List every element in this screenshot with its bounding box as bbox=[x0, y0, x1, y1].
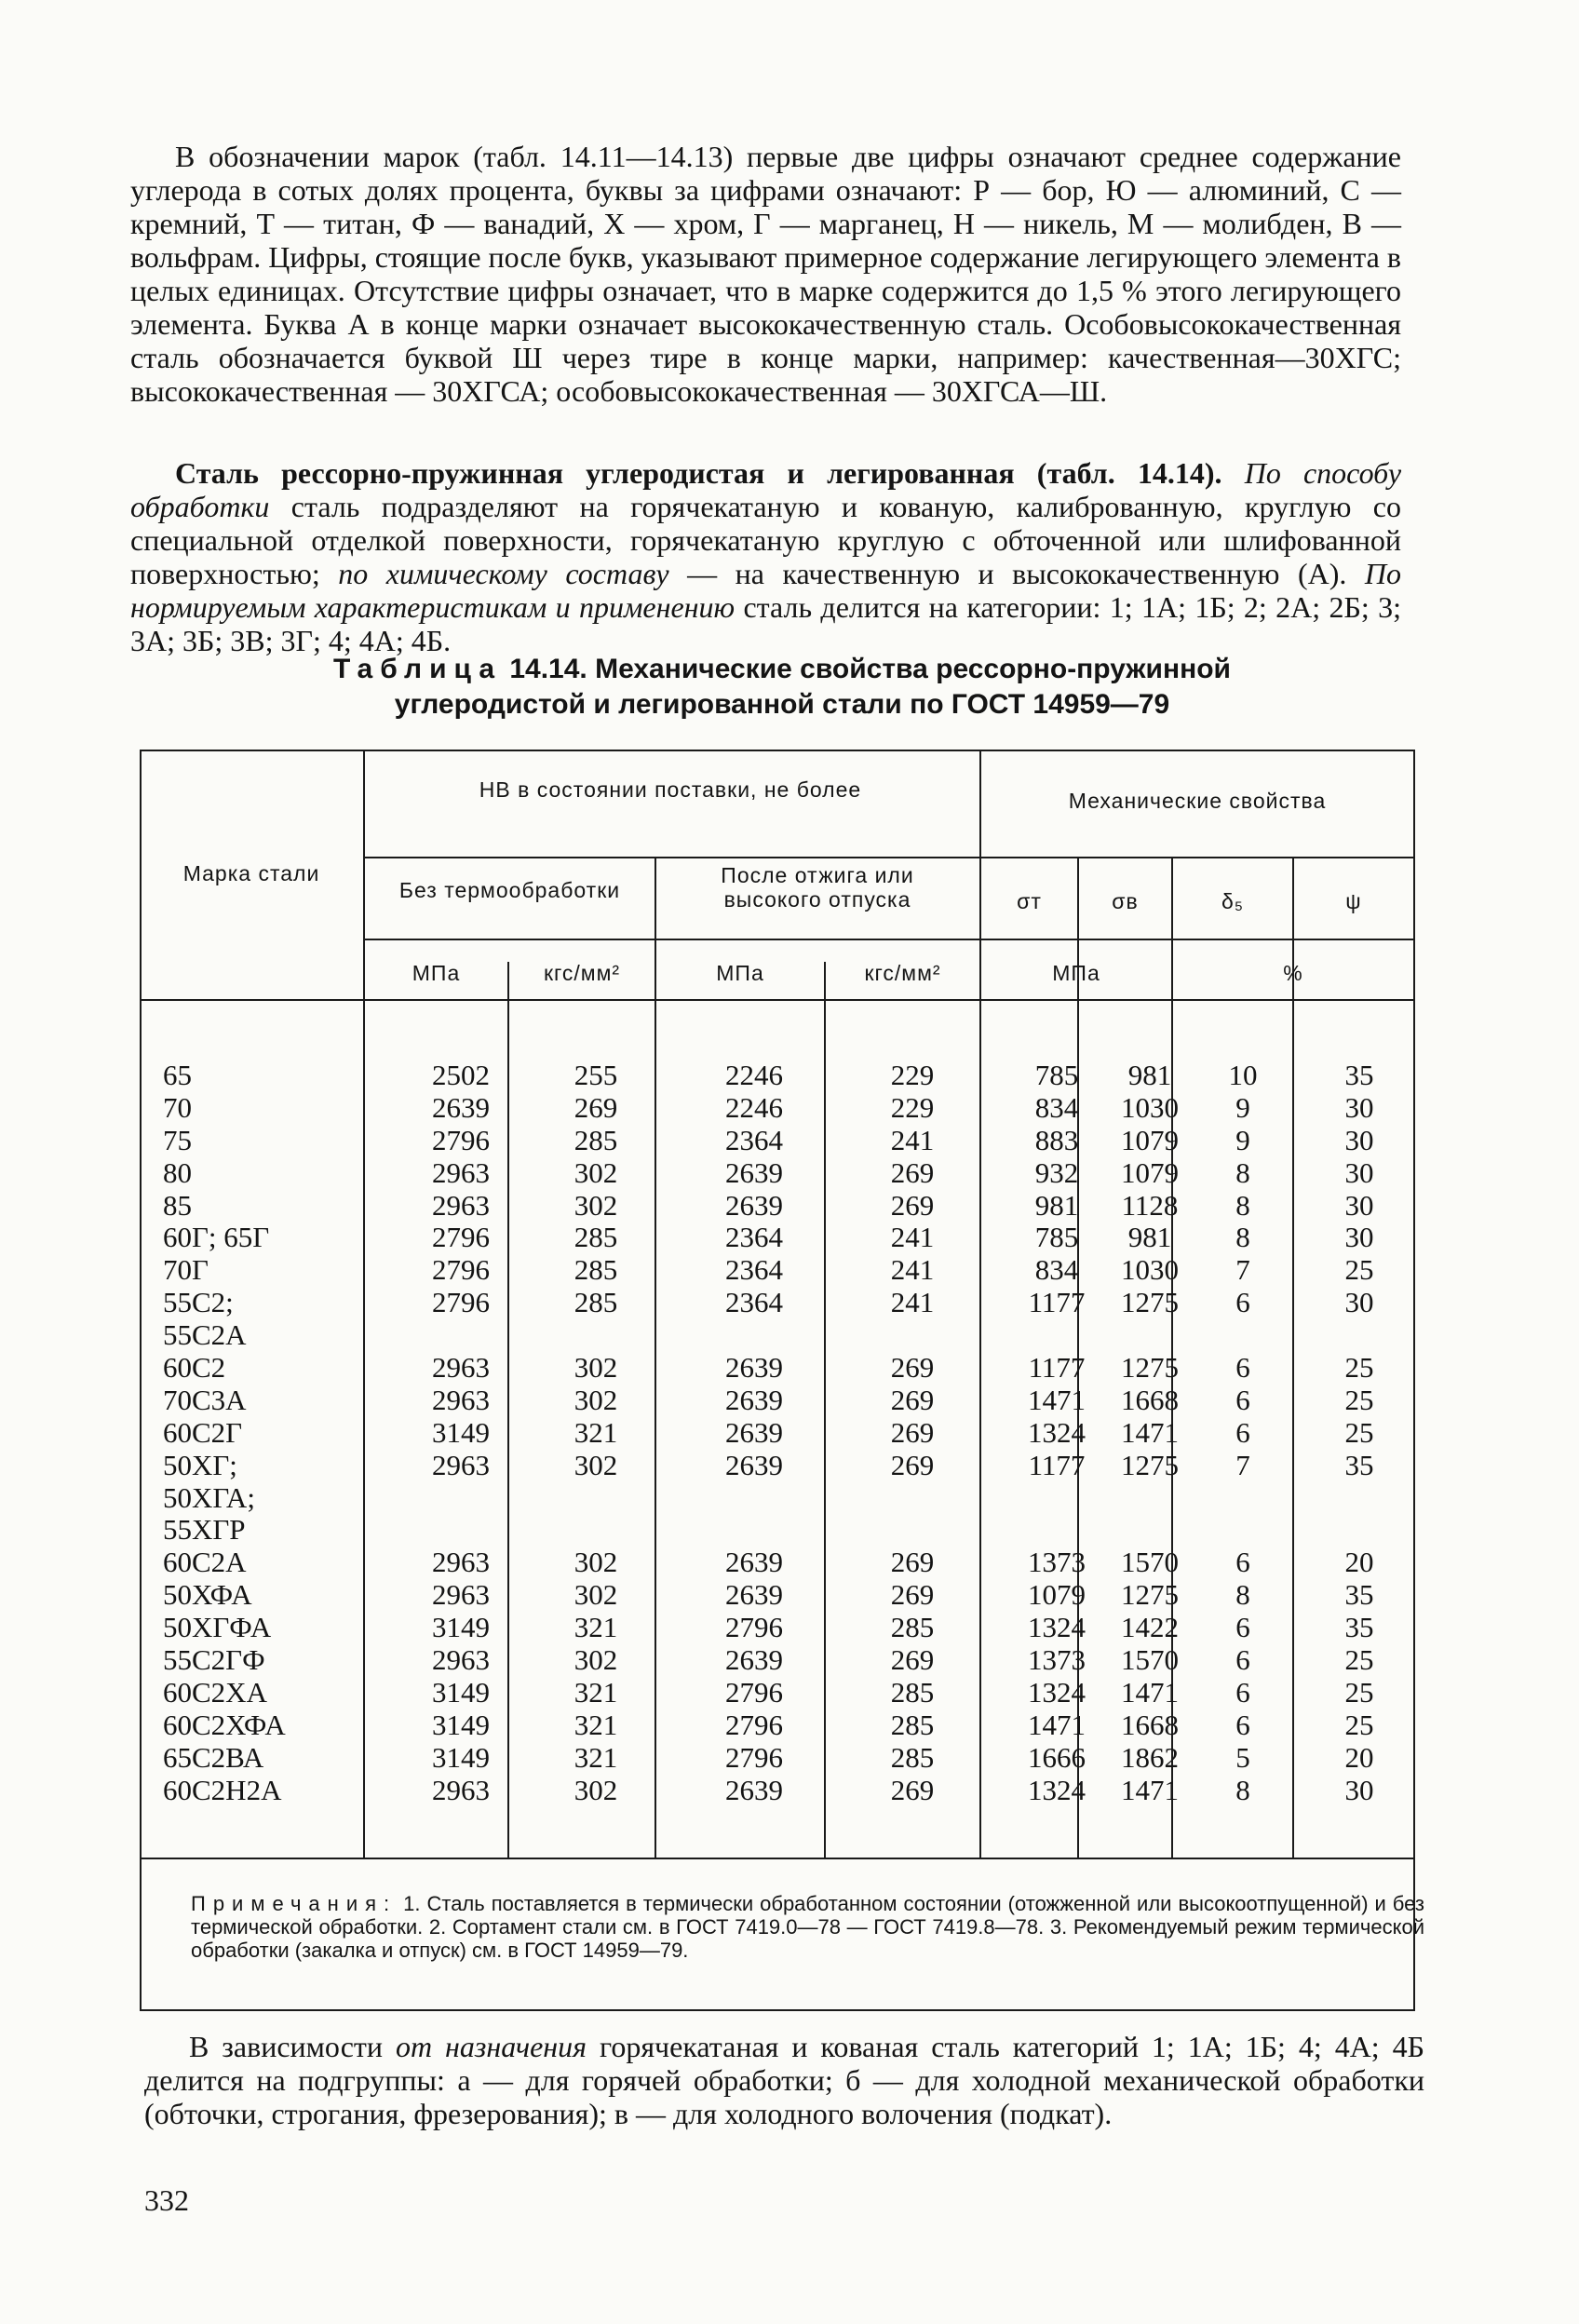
table-cell: 50ХГА; bbox=[163, 1480, 255, 1514]
table-cell: 1668 bbox=[1121, 1708, 1179, 1741]
table-cell: 255 bbox=[574, 1059, 618, 1091]
table-cell: 50ХФА bbox=[163, 1578, 252, 1612]
table-cell: 2639 bbox=[725, 1155, 783, 1189]
table-cell: 2796 bbox=[725, 1611, 783, 1644]
table-cell: 55С2ГФ bbox=[163, 1643, 265, 1677]
table-cell: 6 bbox=[1235, 1351, 1250, 1385]
annealed-mpa-column bbox=[694, 1060, 815, 1806]
table-cell: 30 bbox=[1344, 1090, 1374, 1124]
delta-column bbox=[1201, 1060, 1285, 1806]
table-cell: 785 bbox=[1034, 1059, 1079, 1091]
table-cell: 834 bbox=[1034, 1090, 1079, 1124]
table-cell: 229 bbox=[890, 1090, 935, 1124]
table-cell: 321 bbox=[574, 1611, 618, 1644]
table-cell bbox=[1317, 1319, 1401, 1352]
table-cell: 883 bbox=[1034, 1123, 1079, 1156]
table-cell: 285 bbox=[890, 1708, 935, 1741]
table-cell: 2796 bbox=[725, 1708, 783, 1741]
table-cell: 25 bbox=[1344, 1708, 1374, 1741]
table-cell: 20 bbox=[1344, 1740, 1374, 1774]
table-cell: 2639 bbox=[725, 1448, 783, 1481]
unit-kgs: кгс/мм² bbox=[864, 961, 941, 985]
table-cell bbox=[1099, 1319, 1201, 1352]
table-cell: 10 bbox=[1228, 1059, 1258, 1091]
table-cell: 55С2А bbox=[163, 1318, 247, 1352]
table-cell: 2963 bbox=[432, 1351, 490, 1385]
table-cell: 241 bbox=[890, 1123, 935, 1156]
table-cell: 269 bbox=[890, 1578, 935, 1612]
psi-column bbox=[1317, 1060, 1401, 1806]
table-cell: 1079 bbox=[1121, 1155, 1179, 1189]
table-cell: 1177 bbox=[1028, 1448, 1086, 1481]
table-cell: 302 bbox=[574, 1578, 618, 1612]
col-rule bbox=[824, 962, 826, 1858]
table-cell: 35 bbox=[1344, 1448, 1374, 1481]
table-cell: 2963 bbox=[432, 1448, 490, 1481]
table-cell: 2963 bbox=[432, 1383, 490, 1416]
table-cell: 6 bbox=[1235, 1546, 1250, 1579]
table-cell: 2639 bbox=[725, 1643, 783, 1677]
table-cell: 2639 bbox=[725, 1415, 783, 1449]
intro-paragraph: В обозначении марок (табл. 14.11—14.13) первые две цифры означают среднее содержание углерода в сотых долях процента, буквы за цифрами означают: Р — бор, Ю — алюминий, С — кремний, Т — титан, Ф — ванадий, Х — хром, Г — марганец, Н — никель, М — молибден, В — вольфрам. Цифры, стоящие после букв, указывают примерное содержание легирующего элемента в целых единицах. Отсутствие цифры означает, что в марке содержится до 1,5 % этого легирующего элемента. Буква А в конце марки означает высококачественную сталь. Особовысококачественная сталь обозначается буквой Ш через тире в конце марки, например: качественная—30ХГС; высококачественная — 30ХГСА; особовысококачественная — 30ХГСА—Ш. bbox=[130, 140, 1401, 408]
table-cell: 60Г; 65Г bbox=[163, 1221, 270, 1254]
table-cell: 35 bbox=[1344, 1578, 1374, 1612]
table-cell: 1324 bbox=[1028, 1415, 1086, 1449]
table-cell: 285 bbox=[574, 1123, 618, 1156]
table-cell: 1666 bbox=[1028, 1740, 1086, 1774]
table-cell: 2796 bbox=[725, 1740, 783, 1774]
table-cell: 2796 bbox=[432, 1253, 490, 1287]
table-cell: 285 bbox=[574, 1221, 618, 1254]
emphasis-purpose: от назначения bbox=[395, 2030, 587, 2063]
table-cell: 2246 bbox=[725, 1090, 783, 1124]
table-cell: 981 bbox=[1127, 1221, 1172, 1254]
table-cell: 2963 bbox=[432, 1155, 490, 1189]
table-cell: 25 bbox=[1344, 1643, 1374, 1677]
table-cell bbox=[396, 1514, 526, 1547]
table-cell: 25 bbox=[1344, 1383, 1374, 1416]
unit-percent: % bbox=[1283, 961, 1303, 985]
table-cell: 2963 bbox=[432, 1773, 490, 1806]
header-rule-1 bbox=[363, 857, 1415, 858]
table-cell: 3149 bbox=[432, 1708, 490, 1741]
table-cell: 3149 bbox=[432, 1675, 490, 1709]
table-cell: 302 bbox=[574, 1383, 618, 1416]
table-cell: 302 bbox=[574, 1773, 618, 1806]
table-cell: 1030 bbox=[1121, 1090, 1179, 1124]
table-cell: 321 bbox=[574, 1740, 618, 1774]
table-cell: 2639 bbox=[725, 1188, 783, 1222]
table-cell: 1128 bbox=[1121, 1188, 1179, 1222]
table-cell: 302 bbox=[574, 1546, 618, 1579]
table-cell: 285 bbox=[890, 1740, 935, 1774]
table-cell: 2796 bbox=[432, 1286, 490, 1319]
table-cell: 35 bbox=[1344, 1059, 1374, 1091]
table-cell bbox=[1099, 1482, 1201, 1515]
table-cell: 50ХГ; bbox=[163, 1448, 237, 1481]
table-cell: 6 bbox=[1235, 1286, 1250, 1319]
table-cell: 1471 bbox=[1121, 1415, 1179, 1449]
table-title bbox=[233, 652, 1331, 723]
table-cell: 269 bbox=[890, 1383, 935, 1416]
table-cell: 2364 bbox=[725, 1253, 783, 1287]
header-rule-2 bbox=[363, 939, 1415, 940]
table-cell: 269 bbox=[890, 1448, 935, 1481]
table-cell: 785 bbox=[1034, 1221, 1079, 1254]
table-cell: 302 bbox=[574, 1188, 618, 1222]
table-cell: 5 bbox=[1235, 1740, 1250, 1774]
table-cell bbox=[694, 1319, 815, 1352]
table-title-line2: углеродистой и легированной стали по ГОСТ 14959—79 bbox=[394, 689, 1170, 720]
table-cell: 30 bbox=[1344, 1188, 1374, 1222]
table-cell: 2639 bbox=[432, 1090, 490, 1124]
table-cell: 1422 bbox=[1121, 1611, 1179, 1644]
table-cell: 8 bbox=[1235, 1578, 1250, 1612]
table-cell: 2639 bbox=[725, 1578, 783, 1612]
table-cell: 321 bbox=[574, 1415, 618, 1449]
table-cell: 1275 bbox=[1121, 1448, 1179, 1481]
table-cell: 269 bbox=[890, 1773, 935, 1806]
header-psi: ψ bbox=[1345, 889, 1362, 913]
table-cell: 35 bbox=[1344, 1611, 1374, 1644]
table-cell: 321 bbox=[574, 1675, 618, 1709]
table-cell: 30 bbox=[1344, 1221, 1374, 1254]
grades-column bbox=[163, 1060, 349, 1806]
table-cell bbox=[540, 1482, 652, 1515]
table-cell: 2963 bbox=[432, 1188, 490, 1222]
table-cell: 1079 bbox=[1121, 1123, 1179, 1156]
table-cell: 7 bbox=[1235, 1448, 1250, 1481]
table-cell: 1177 bbox=[1028, 1286, 1086, 1319]
table-cell bbox=[857, 1482, 968, 1515]
table-cell bbox=[1005, 1514, 1108, 1547]
section-heading: Сталь рессорно-пружинная углеродистая и легированная (табл. 14.14). bbox=[175, 456, 1222, 490]
table-cell: 302 bbox=[574, 1351, 618, 1385]
hb-mpa-column bbox=[396, 1060, 526, 1806]
header-sigma-t: σт bbox=[1017, 889, 1042, 913]
table-cell: 9 bbox=[1235, 1090, 1250, 1124]
table-cell: 1373 bbox=[1028, 1643, 1086, 1677]
text-fragment: сталь подразделяют на горячекатаную и кованую, калиброванную, круглую со специальной отделкой поверхности, горячекатаную круглую с обточенной или шлифованной поверхностью; bbox=[130, 490, 1401, 590]
table-cell: 55ХГР bbox=[163, 1513, 246, 1547]
table-cell bbox=[1317, 1514, 1401, 1547]
table-cell: 1275 bbox=[1121, 1286, 1179, 1319]
table-cell: 229 bbox=[890, 1059, 935, 1091]
table-cell: 1471 bbox=[1028, 1708, 1086, 1741]
table-cell: 932 bbox=[1034, 1155, 1079, 1189]
header-no-treatment: Без термообработки bbox=[398, 878, 621, 902]
table-cell: 80 bbox=[163, 1155, 192, 1189]
table-cell: 60С2Н2А bbox=[163, 1773, 282, 1806]
table-cell: 6 bbox=[1235, 1415, 1250, 1449]
table-cell: 2639 bbox=[725, 1351, 783, 1385]
hb-kgs-column bbox=[540, 1060, 652, 1806]
table-cell: 30 bbox=[1344, 1773, 1374, 1806]
sigma-b-column bbox=[1099, 1060, 1201, 1806]
table-cell: 1324 bbox=[1028, 1773, 1086, 1806]
table-cell: 30 bbox=[1344, 1155, 1374, 1189]
table-cell: 2502 bbox=[432, 1059, 490, 1091]
table-cell bbox=[1099, 1514, 1201, 1547]
table-cell: 3149 bbox=[432, 1740, 490, 1774]
table-cell: 1471 bbox=[1121, 1675, 1179, 1709]
table-top-rule bbox=[140, 750, 1415, 751]
table-cell: 30 bbox=[1344, 1286, 1374, 1319]
table-cell: 1324 bbox=[1028, 1611, 1086, 1644]
table-cell: 7 bbox=[1235, 1253, 1250, 1287]
table-cell: 70 bbox=[163, 1090, 192, 1124]
table-cell: 6 bbox=[1235, 1611, 1250, 1644]
table-cell: 60С2А bbox=[163, 1546, 247, 1579]
table-cell: 25 bbox=[1344, 1675, 1374, 1709]
table-cell bbox=[694, 1514, 815, 1547]
table-cell: 2963 bbox=[432, 1643, 490, 1677]
table-cell: 269 bbox=[890, 1546, 935, 1579]
table-cell: 70Г bbox=[163, 1253, 209, 1287]
purpose-paragraph bbox=[144, 2030, 1424, 2130]
notes-text: 1. Сталь поставляется в термически обработанном состоянии (отожженной или высокоотпущенной) и без термической обработки. 2. Сортамент стали см. в ГОСТ 7419.0—78 — ГОСТ 7419.8—78. 3. Рекомендуемый режим термической обработки (закалка и отпуск) см. в ГОСТ 14959—79. bbox=[191, 1892, 1424, 1962]
table-cell: 285 bbox=[890, 1675, 935, 1709]
header-grade: Марка стали bbox=[182, 861, 320, 885]
table-cell: 85 bbox=[163, 1188, 192, 1222]
text-fragment: В зависимости bbox=[189, 2030, 396, 2063]
table-cell: 25 bbox=[1344, 1351, 1374, 1385]
table-cell: 20 bbox=[1344, 1546, 1374, 1579]
table-cell bbox=[1005, 1319, 1108, 1352]
table-cell: 269 bbox=[890, 1643, 935, 1677]
table-cell: 6 bbox=[1235, 1643, 1250, 1677]
table-cell: 1079 bbox=[1028, 1578, 1086, 1612]
table-cell: 2639 bbox=[725, 1383, 783, 1416]
header-bottom-rule bbox=[140, 999, 1415, 1001]
table-cell: 1471 bbox=[1028, 1383, 1086, 1416]
table-cell: 1324 bbox=[1028, 1675, 1086, 1709]
table-cell: 1030 bbox=[1121, 1253, 1179, 1287]
table-cell: 269 bbox=[890, 1415, 935, 1449]
table-cell: 2364 bbox=[725, 1123, 783, 1156]
col-rule bbox=[655, 857, 656, 1858]
table-cell: 1570 bbox=[1121, 1643, 1179, 1677]
table-cell: 981 bbox=[1034, 1188, 1079, 1222]
notes-label: Примечания: bbox=[191, 1892, 398, 1915]
emphasis-processing: По способу обработки bbox=[130, 456, 1402, 523]
table-cell: 2963 bbox=[432, 1578, 490, 1612]
table-cell: 1373 bbox=[1028, 1546, 1086, 1579]
table-cell: 1471 bbox=[1121, 1773, 1179, 1806]
table-cell bbox=[1005, 1482, 1108, 1515]
table-cell: 25 bbox=[1344, 1253, 1374, 1287]
table-left-rule bbox=[140, 750, 142, 2011]
table-cell: 1862 bbox=[1121, 1740, 1179, 1774]
table-cell bbox=[1201, 1319, 1285, 1352]
table-title-rest: 14.14. Механические свойства рессорно-пружинной bbox=[502, 654, 1232, 684]
table-cell: 70С3А bbox=[163, 1383, 247, 1416]
table-cell: 269 bbox=[890, 1155, 935, 1189]
table-bottom-rule bbox=[140, 2009, 1415, 2011]
unit-kgs: кгс/мм² bbox=[543, 961, 621, 985]
table-cell: 2639 bbox=[725, 1546, 783, 1579]
table-cell: 6 bbox=[1235, 1708, 1250, 1741]
page-number: 332 bbox=[144, 2183, 189, 2217]
grade-col-rule bbox=[363, 750, 365, 1858]
table-cell: 65 bbox=[163, 1059, 192, 1091]
table-cell: 3149 bbox=[432, 1611, 490, 1644]
unit-mpa: МПа bbox=[412, 961, 461, 985]
table-cell: 302 bbox=[574, 1448, 618, 1481]
header-delta: δ₅ bbox=[1221, 889, 1245, 913]
table-cell: 55С2; bbox=[163, 1286, 234, 1319]
table-cell: 1570 bbox=[1121, 1546, 1179, 1579]
table-cell: 2796 bbox=[432, 1123, 490, 1156]
table-cell: 60С2ХФА bbox=[163, 1708, 286, 1741]
table-cell: 8 bbox=[1235, 1221, 1250, 1254]
annealed-kgs-column bbox=[857, 1060, 968, 1806]
table-cell bbox=[694, 1482, 815, 1515]
table-cell: 8 bbox=[1235, 1773, 1250, 1806]
table-cell: 2796 bbox=[725, 1675, 783, 1709]
table-cell: 2796 bbox=[432, 1221, 490, 1254]
table-cell: 2364 bbox=[725, 1286, 783, 1319]
table-cell: 50ХГФА bbox=[163, 1611, 272, 1644]
table-cell: 75 bbox=[163, 1123, 192, 1156]
spring-steel-paragraph bbox=[130, 456, 1401, 657]
table-cell bbox=[540, 1319, 652, 1352]
table-cell: 285 bbox=[574, 1253, 618, 1287]
table-cell bbox=[396, 1319, 526, 1352]
table-cell: 2639 bbox=[725, 1773, 783, 1806]
table-cell: 241 bbox=[890, 1221, 935, 1254]
table-cell: 30 bbox=[1344, 1123, 1374, 1156]
table-cell: 8 bbox=[1235, 1188, 1250, 1222]
table-cell: 60С2ХА bbox=[163, 1675, 267, 1709]
table-cell: 302 bbox=[574, 1643, 618, 1677]
table-cell bbox=[1317, 1482, 1401, 1515]
table-cell: 241 bbox=[890, 1286, 935, 1319]
table-word: Таблица bbox=[332, 654, 503, 684]
table-cell: 6 bbox=[1235, 1675, 1250, 1709]
col-rule bbox=[1292, 857, 1294, 1858]
unit-mpa: МПа bbox=[1052, 961, 1100, 985]
table-cell: 241 bbox=[890, 1253, 935, 1287]
table-cell: 285 bbox=[574, 1286, 618, 1319]
table-notes bbox=[191, 1892, 1424, 1962]
table-cell: 8 bbox=[1235, 1155, 1250, 1189]
text-fragment: — на качественную и высококачественную (А). bbox=[668, 557, 1365, 590]
table-cell: 60С2Г bbox=[163, 1415, 243, 1449]
emphasis-composition: по химическому составу bbox=[338, 557, 669, 590]
table-cell: 65С2ВА bbox=[163, 1740, 264, 1774]
table-cell: 269 bbox=[890, 1188, 935, 1222]
text-fragment: горячекатаная и кованая сталь категорий 1; 1А; 1Б; 4; 4А; 4Б делится на подгруппы: а — для горячей обработки; б — для холодной механической обработки (обточки, строгания, фрезерования); в — для холодного волочения (подкат). bbox=[144, 2030, 1425, 2130]
table-cell: 60С2 bbox=[163, 1351, 226, 1385]
text-fragment: сталь делится на категории: 1; 1А; 1Б; 2; 2А; 2Б; 3; 3А; 3Б; 3В; 3Г; 4; 4А; 4Б. bbox=[130, 590, 1402, 657]
table-cell bbox=[1201, 1514, 1285, 1547]
header-sigma-b: σв bbox=[1112, 889, 1139, 913]
table-cell: 1275 bbox=[1121, 1578, 1179, 1612]
table-cell: 269 bbox=[890, 1351, 935, 1385]
table-cell: 2246 bbox=[725, 1059, 783, 1091]
table-cell: 1177 bbox=[1028, 1351, 1086, 1385]
table-cell bbox=[857, 1514, 968, 1547]
table-cell: 3149 bbox=[432, 1415, 490, 1449]
table-cell: 1275 bbox=[1121, 1351, 1179, 1385]
table-right-rule bbox=[1413, 750, 1415, 2011]
header-annealed: После отжига или высокого отпуска bbox=[721, 863, 914, 912]
header-hb: НВ в состоянии поставки, не более bbox=[479, 777, 862, 802]
table-cell bbox=[396, 1482, 526, 1515]
table-cell: 2364 bbox=[725, 1221, 783, 1254]
table-cell: 25 bbox=[1344, 1415, 1374, 1449]
body-bottom-rule bbox=[140, 1858, 1415, 1859]
table-cell: 2963 bbox=[432, 1546, 490, 1579]
table-cell: 269 bbox=[574, 1090, 618, 1124]
table-cell: 302 bbox=[574, 1155, 618, 1189]
table-cell: 9 bbox=[1235, 1123, 1250, 1156]
table-cell bbox=[1201, 1482, 1285, 1515]
table-cell: 834 bbox=[1034, 1253, 1079, 1287]
header-mech: Механические свойства bbox=[1068, 789, 1327, 813]
emphasis-characteristics: По нормируемым характеристикам и применению bbox=[130, 557, 1402, 624]
table-cell bbox=[857, 1319, 968, 1352]
unit-mpa: МПа bbox=[716, 961, 764, 985]
sigma-t-column bbox=[1005, 1060, 1108, 1806]
table-cell: 285 bbox=[890, 1611, 935, 1644]
table-cell: 981 bbox=[1127, 1059, 1172, 1091]
table-cell bbox=[540, 1514, 652, 1547]
table-cell: 321 bbox=[574, 1708, 618, 1741]
table-cell: 6 bbox=[1235, 1383, 1250, 1416]
table-cell: 1668 bbox=[1121, 1383, 1179, 1416]
col-rule bbox=[979, 750, 981, 1858]
